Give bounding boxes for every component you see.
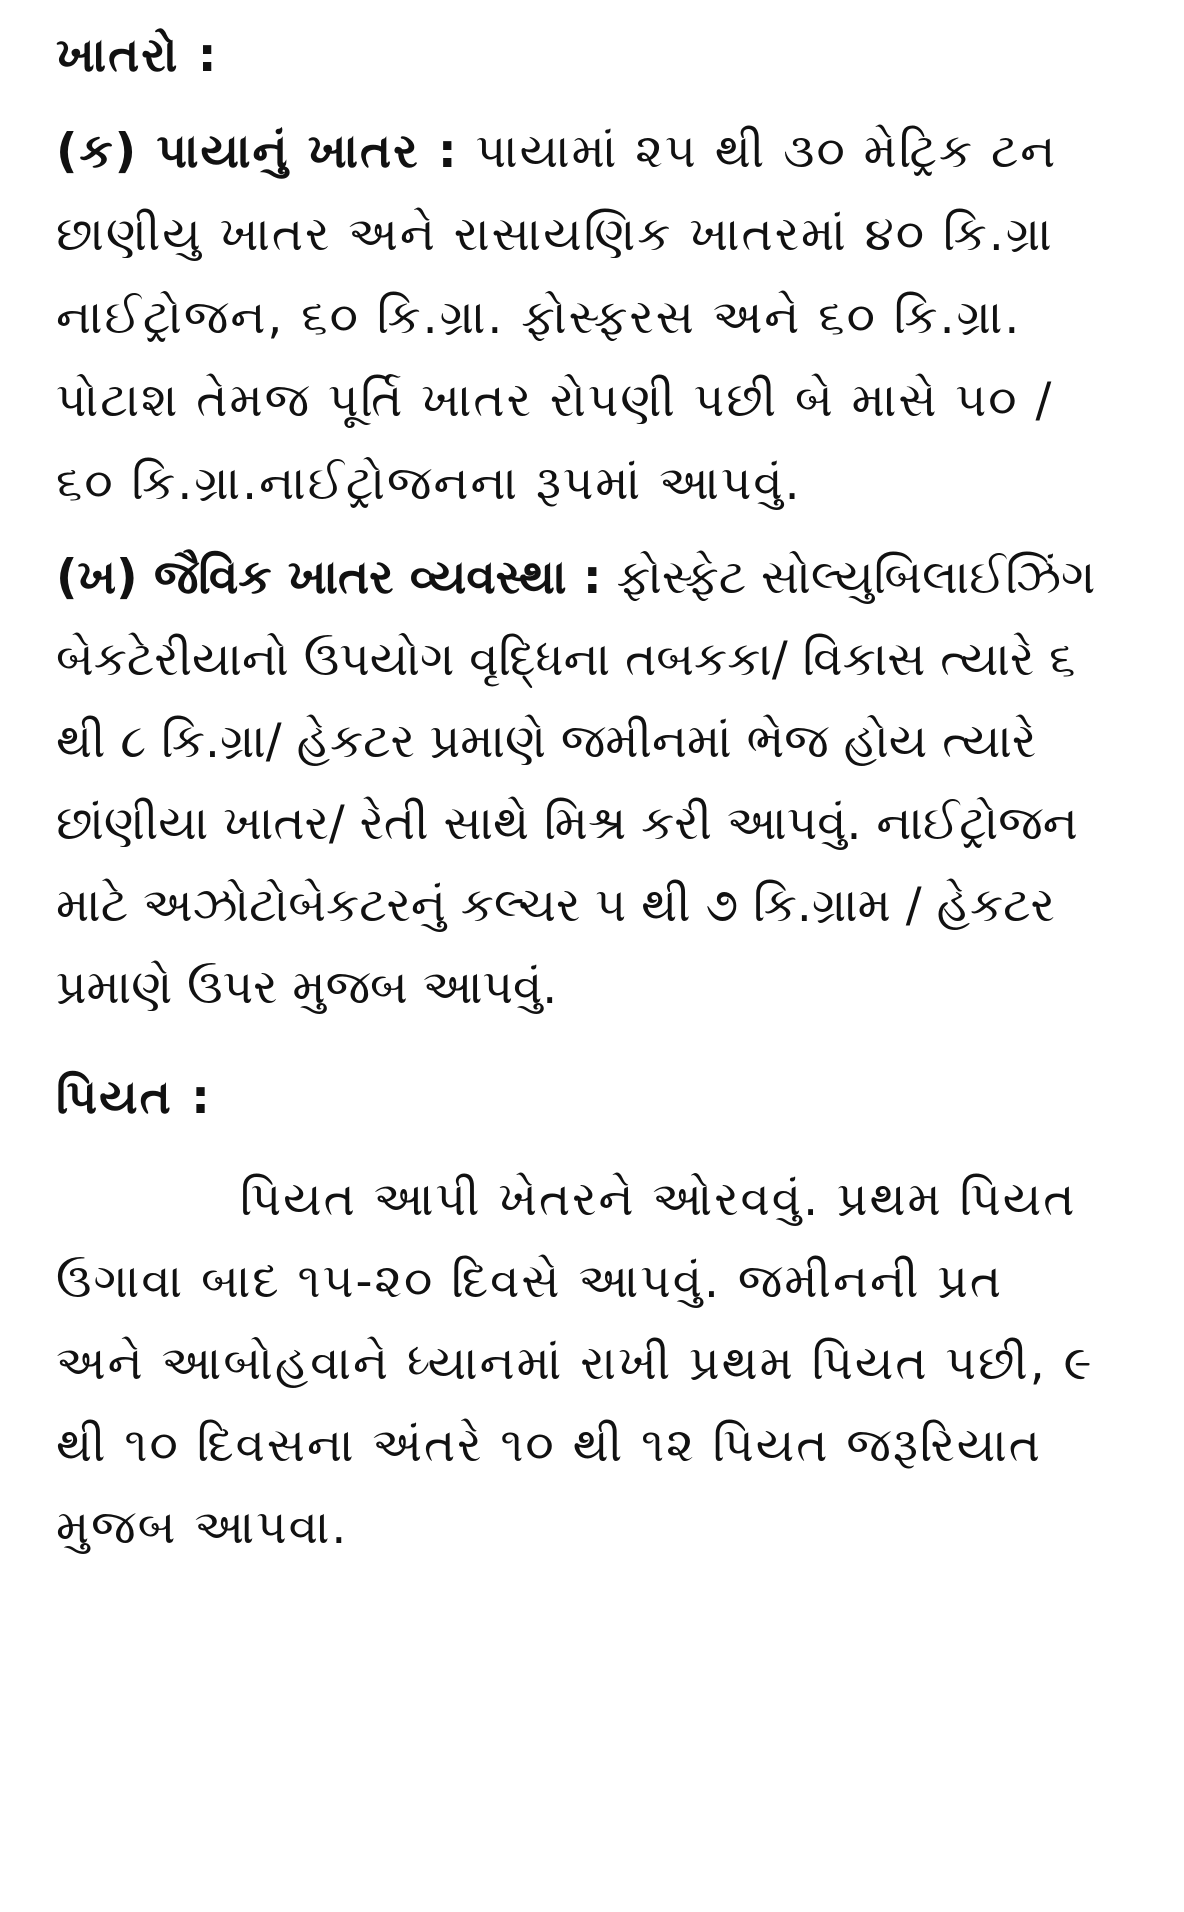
irrigation-heading: પિયત : <box>56 1070 212 1125</box>
part-b-line-5: માટે અઝોટોબેકટરનું કલ્ચર ૫ થી ૭ કિ.ગ્રામ / હેકટર <box>56 878 1055 933</box>
part-b-label: (ખ) જૈવિક ખાતર વ્યવસ્થા : <box>56 550 602 605</box>
part-a-line-4: પોટાશ તેમજ પૂર્તિ ખાતર રોપણી પછી બે માસે ૫૦ / <box>56 373 1054 428</box>
irrigation-line-5: મુજબ આપવા. <box>56 1500 349 1555</box>
part-a-line-2: છાણીયુ ખાતર અને રાસાયણિક ખાતરમાં ૪૦ કિ.ગ્રા <box>56 207 1054 262</box>
irrigation-line-1: પિયત આપી ખેતરને ઓરવવું. પ્રથમ પિયત <box>240 1172 1077 1227</box>
irrigation-line-2: ઉગાવા બાદ ૧૫-૨૦ દિવસે આપવું. જમીનની પ્રત <box>56 1254 1004 1309</box>
part-b-line-6: પ્રમાણે ઉપર મુજબ આપવું. <box>56 960 558 1015</box>
part-a-label: (ક) પાયાનું ખાતર : <box>56 124 459 179</box>
part-a-line-1: પાયામાં ૨૫ થી ૩૦ મેટ્રિક ટન <box>475 124 1058 179</box>
part-b-line-4: છાંણીયા ખાતર/ રેતી સાથે મિશ્ર કરી આપવું. નાઈટ્રોજન <box>56 796 1078 851</box>
part-a-line-5: ૬૦ કિ.ગ્રા.નાઈટ્રોજનના રૂપમાં આપવું. <box>56 456 802 511</box>
part-b-line-1: ફોસ્ફેટ સોલ્યુબિલાઈઝિંગ <box>616 550 1096 605</box>
irrigation-line-3: અને આબોહવાને ધ્યાનમાં રાખી પ્રથમ પિયત પછી, ૯ <box>56 1336 1094 1391</box>
part-b-line-2: બેકટેરીયાનો ઉપયોગ વૃદ્ધિના તબકકા/ વિકાસ ત્યારે ૬ <box>56 632 1076 687</box>
part-b-line-3: થી ૮ કિ.ગ્રા/ હેકટર પ્રમાણે જમીનમાં ભેજ હોય ત્યારે <box>56 714 1037 769</box>
irrigation-line-4: થી ૧૦ દિવસના અંતરે ૧૦ થી ૧૨ પિયત જરૂરિયાત <box>56 1418 1042 1473</box>
part-a-line-3: નાઈટ્રોજન, ૬૦ કિ.ગ્રા. ફોસ્ફરસ અને ૬૦ કિ.ગ્રા. <box>56 290 1022 345</box>
part-b-first-line <box>56 548 1146 608</box>
part-a-first-line <box>56 122 1146 182</box>
fertilizer-heading: ખાતરો : <box>56 28 219 83</box>
